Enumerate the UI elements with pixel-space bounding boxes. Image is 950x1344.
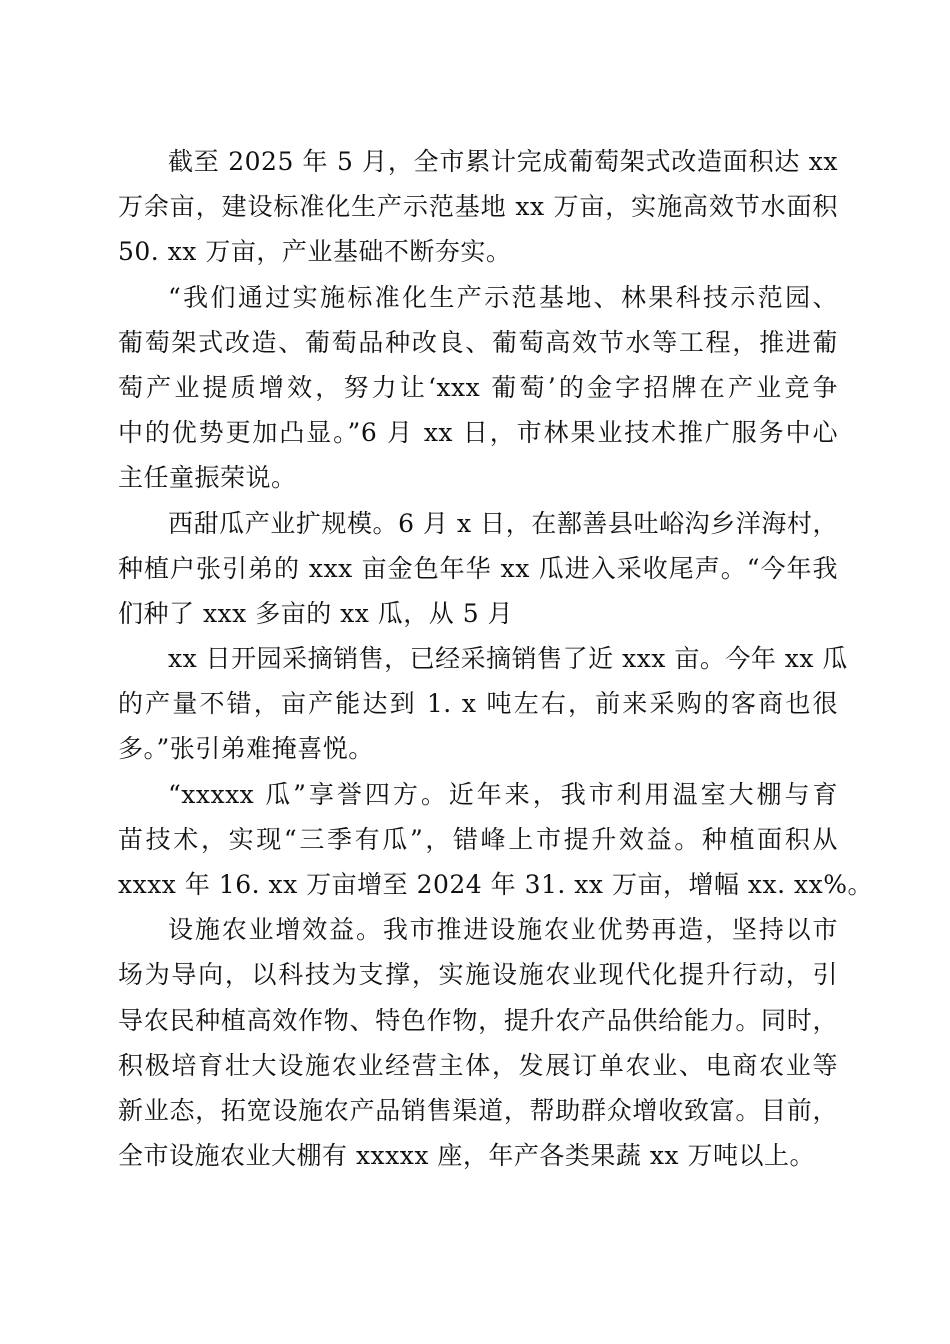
paragraph-line: 中的优势更加凸显。”6 月 xx 日，市林果业技术推广服务中心 xyxy=(118,418,838,448)
paragraph-line: 场为导向，以科技为支撑，实施设施农业现代化提升行动，引 xyxy=(118,960,838,990)
paragraph-line: 全市设施农业大棚有 xxxxx 座，年产各类果蔬 xx 万吨以上。 xyxy=(118,1141,815,1171)
paragraph-facility-agriculture xyxy=(118,907,838,1178)
paragraph-line: xxxx 年 16. xx 万亩增至 2024 年 31. xx 万亩，增幅 xx. xx%。 xyxy=(118,870,873,899)
paragraph-grape-area xyxy=(118,139,838,275)
paragraph-line: 导农民种植高效作物、特色作物，提升农产品供给能力。同时， xyxy=(118,1005,838,1035)
paragraph-line: 萄产业提质增效，努力让‘xxx 葡萄’的金字招牌在产业竞争 xyxy=(118,372,838,402)
paragraph-melon-harvest xyxy=(118,636,848,772)
paragraph-line: “我们通过实施标准化生产示范基地、林果科技示范园、 xyxy=(168,282,838,312)
paragraph-line: 截至 2025 年 5 月，全市累计完成葡萄架式改造面积达 xx xyxy=(168,147,838,176)
document-body xyxy=(118,139,873,1178)
paragraph-grape-quote xyxy=(118,275,838,501)
paragraph-melon-fame xyxy=(118,772,873,908)
paragraph-line: 万余亩，建设标准化生产示范基地 xx 万亩，实施高效节水面积 xyxy=(118,192,838,222)
paragraph-line: xx 日开园采摘销售，已经采摘销售了近 xxx 亩。今年 xx 瓜 xyxy=(168,644,848,674)
paragraph-line: 苗技术，实现“三季有瓜”，错峰上市提升效益。种植面积从 xyxy=(118,824,838,854)
paragraph-melon-scale xyxy=(118,501,838,637)
paragraph-line: 西甜瓜产业扩规模。6 月 x 日，在鄯善县吐峪沟乡洋海村， xyxy=(168,508,838,538)
paragraph-line: 多。”张引弟难掩喜悦。 xyxy=(118,734,374,764)
paragraph-line: 葡萄架式改造、葡萄品种改良、葡萄高效节水等工程，推进葡 xyxy=(118,327,838,357)
paragraph-line: “xxxxx 瓜”享誉四方。近年来，我市利用温室大棚与育 xyxy=(168,779,838,809)
paragraph-line: 种植户张引弟的 xxx 亩金色年华 xx 瓜进入采收尾声。“今年我 xyxy=(118,553,838,583)
paragraph-line: 新业态，拓宽设施农产品销售渠道，帮助群众增收致富。目前， xyxy=(118,1095,838,1125)
paragraph-line: 积极培育壮大设施农业经营主体，发展订单农业、电商农业等 xyxy=(118,1050,838,1080)
paragraph-line: 主任童振荣说。 xyxy=(118,463,297,493)
paragraph-line: 们种了 xxx 多亩的 xx 瓜，从 5 月 xyxy=(118,598,514,628)
paragraph-line: 的产量不错，亩产能达到 1. x 吨左右，前来采购的客商也很 xyxy=(118,689,838,719)
paragraph-line: 50. xx 万亩，产业基础不断夯实。 xyxy=(118,237,512,267)
paragraph-line: 设施农业增效益。我市推进设施农业优势再造，坚持以市 xyxy=(168,915,838,945)
